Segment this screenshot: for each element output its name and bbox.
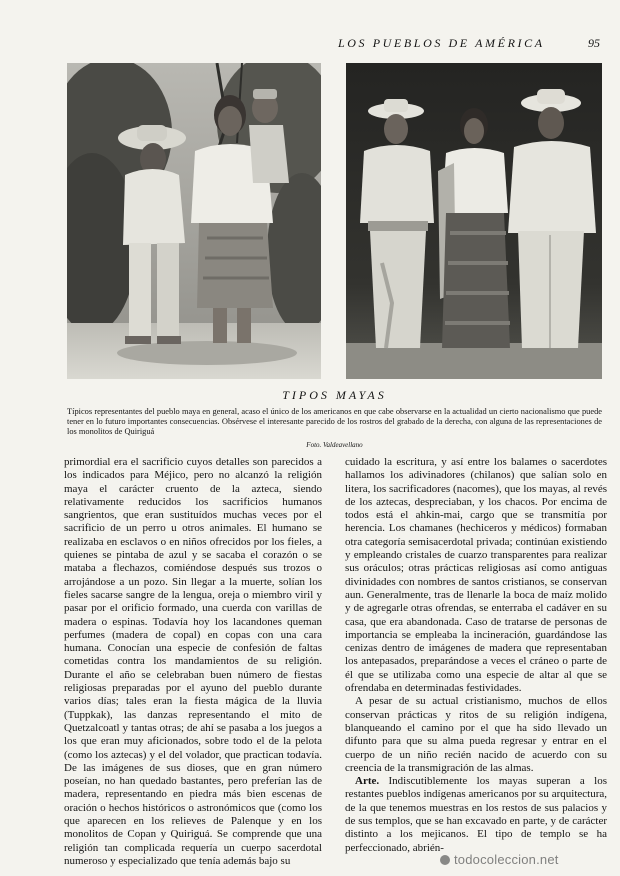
watermark-text: todocoleccion.net <box>454 852 559 867</box>
watermark-logo-icon <box>440 855 450 865</box>
right-paragraph-3-text: Indiscutiblemente los mayas superan a los restantes pueblos indígenas americanos por su arquitectura, de la que tenemos muestras en los restos de sus palacios y de sus templos, que se han excavado en parte, y de carácter distinto a los mejicanos. El tipo de templo se ha perfeccionado, abrién- <box>345 775 607 854</box>
photo-children-illustration <box>67 63 321 379</box>
figure-caption: Típicos representantes del pueblo maya en general, acaso el único de los americanos en que cabe observarse en la actualidad un cierto nacionalismo que puede tener en lo futuro importantes consecuencias. Obsérvese el interesante parecido de los rostros del grabado de la derecha, con alguna de las representaciones de los monolitos de Quiriguá <box>67 407 602 436</box>
photo-children <box>67 63 321 379</box>
photo-adults <box>346 63 602 379</box>
body-column-right <box>345 456 607 855</box>
running-header <box>338 36 600 52</box>
watermark <box>440 852 559 867</box>
left-column-text: primordial era el sacrificio cuyos detalles son parecidos a los indicados para Méjico, pero no alcanzó la religión maya el carácter cruento de la azteca, siendo relativamente reducidos los sacrificios humanos sangrientos, que eran sustituídos muchas veces por el sacrificio de un perro u otros animales. El humano se realizaba en esclavos o en niños ofrecidos por los fieles, a quienes se pintaba de azul y se sacaba el corazón o se mataba a flechazos, comiéndose después sus trozos o arrojándose a un pozo. Sin llegar a la muerte, solían los fieles sacarse sangre de la lengua, oreja o miembro viril y pasar por el orificio formado, una cuerda con varillas de madera o espinas. Todavía hoy los lacandones queman perfumes (madera de copal) en copas con una cara humana. Conocían una especie de confesión de faltas cometidas contra los mandamientos de su religión. Durante el año se celebraban buen número de fiestas religiosas preparadas por el ayuno del pueblo durante varios días; tales eran la fiesta mágica de la lluvia (Tuppkak), las danzas representando el mito de Quetzalcoatl y tantas otras; de ahí se pasaba a los juegos a los que eran muy aficionados, sobre todo el de la pelota (como los aztecas) y el del volador, que practican todavía. De las imágenes de sus dioses, que en gran número poseían, no han quedado bastantes, pero preferían las de madera, representando en piedra más bien escenas de oración o hechos históricos o astronómicos que (como los que aparecen en los relieves de Palenque y en los monolitos de Copan y Quiriguá. Se comprende que una religión tan complicada requería un cuerpo sacerdotal numeroso y especializado que tenía además bajo su <box>64 456 322 867</box>
right-paragraph-3 <box>345 775 607 855</box>
figure-title: TIPOS MAYAS <box>282 388 387 402</box>
page-number: 95 <box>588 36 600 50</box>
body-column-left <box>64 456 322 868</box>
right-paragraph-1: cuidado la escritura, y así entre los balames o sacerdotes hallamos los adivinadores (chilanos) que salían solo en litera, los sacrificadores (nacomes), que los mayas, al revés de los aztecas, despreciaban, y los chacos. Por encima de todos está el ahkin-mai, cargo que se transmitía por herencia. Los chamanes (hechiceros y médicos) formaban otra categoría semisacerdotal privada; continúan existiendo y empleando cristales de cuarzo transparentes para realizar sus oráculos; otras prácticas religiosas así como antiguas divinidades con nombres de santos cristianos, se conservan aun. Generalmente, tras de llenarle la boca de maíz molido y de agregarle otras ofrendas, se enterraba el cadáver en su casa, que era abandonada. Caso de tratarse de personas de importancia se empleaba la incineración, guardándose las cenizas dentro de imágenes de madera que representaban los antepasados, preparándose a veces el cráneo o parte de él que se utilizaba como una especie de altar al que se ofrendaba en determinadas festividades. <box>345 456 607 695</box>
section-heading-arte: Arte. <box>355 775 380 788</box>
photo-adults-illustration <box>346 63 602 379</box>
header-title: LOS PUEBLOS DE AMÉRICA <box>338 36 545 50</box>
right-paragraph-2: A pesar de su actual cristianismo, muchos de ellos conservan prácticas y ritos de su religión indígena, blanqueando el camino por el que ha sido llevado un difunto para que su alma pueda regresar y entrar en el cuerpo de un niño recién nacido de acuerdo con su creencia de la transmigración de las almas. <box>345 695 607 774</box>
photo-credit: Foto. Valdeavellano <box>306 441 363 449</box>
